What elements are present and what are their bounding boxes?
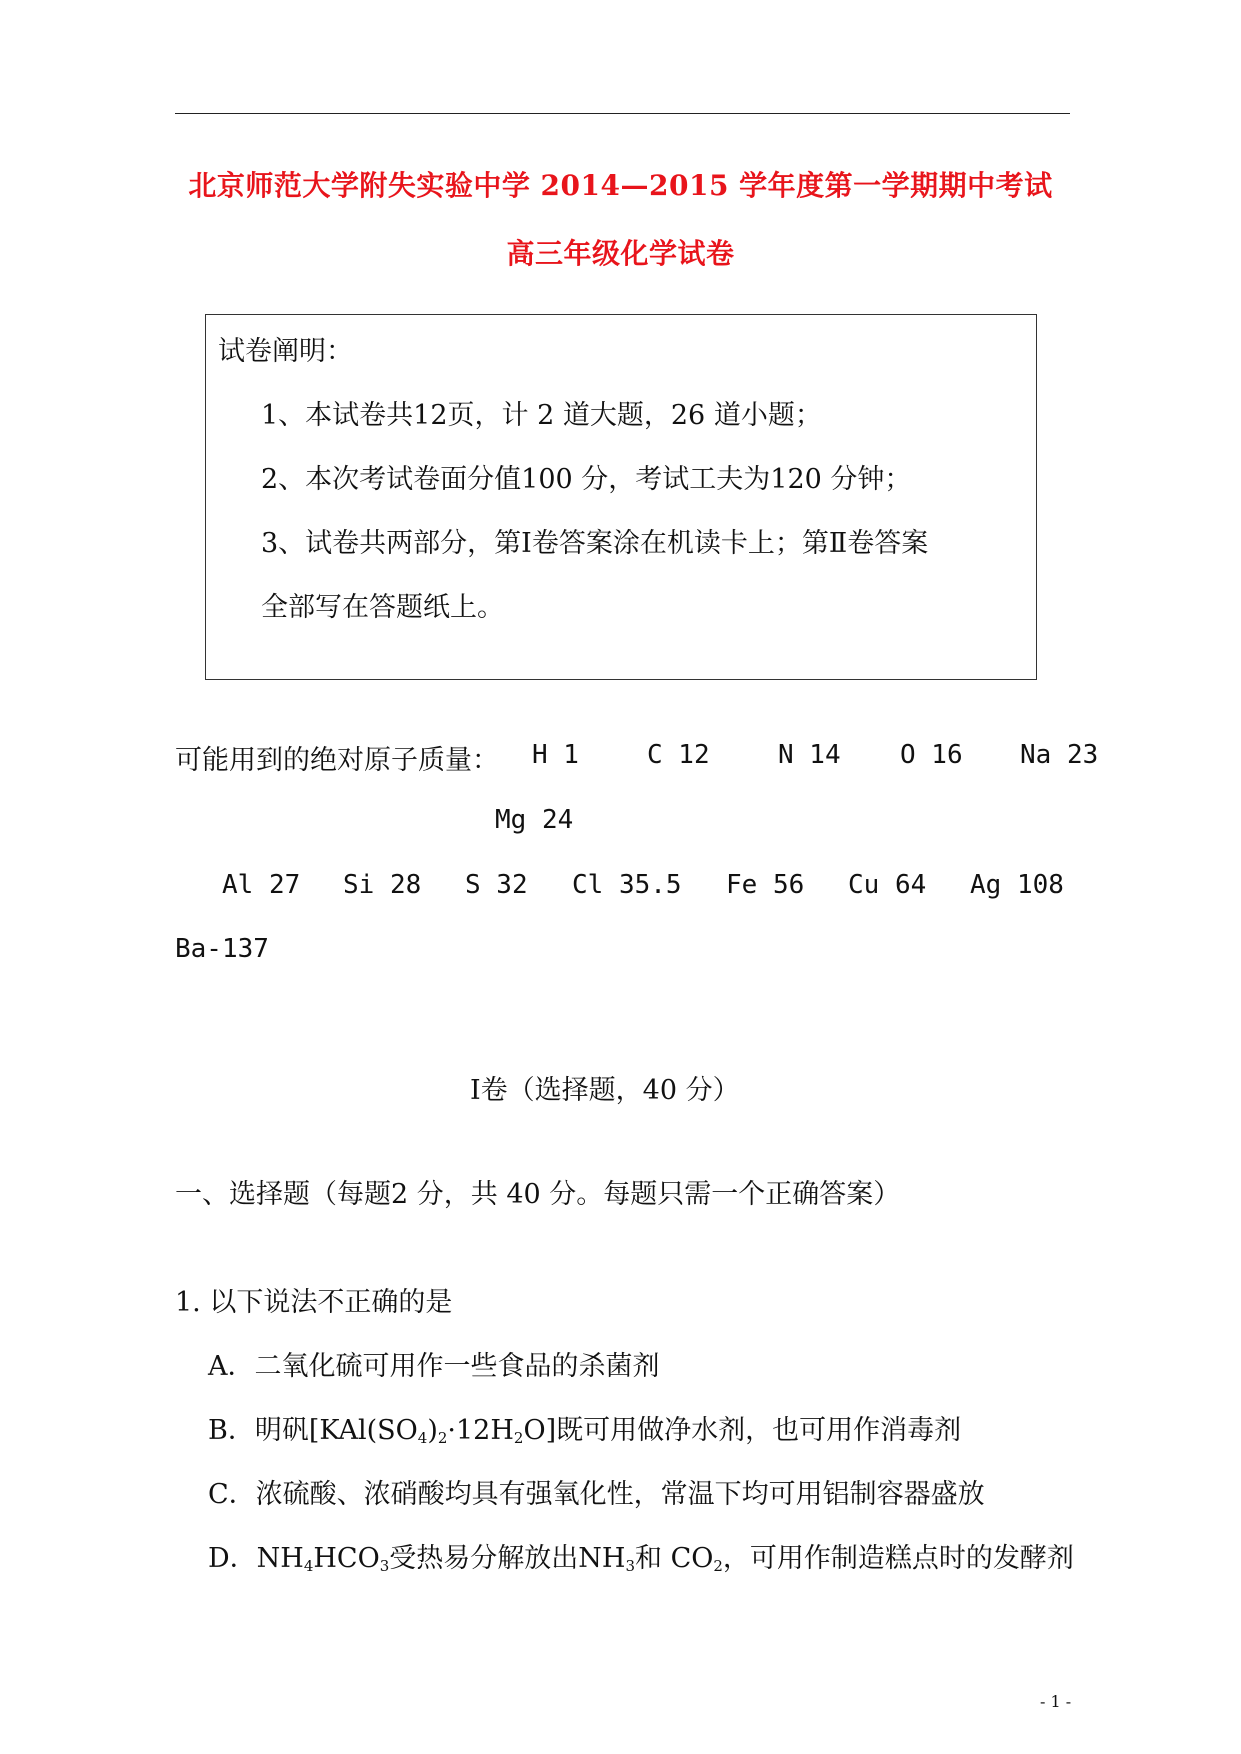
- instruction-item-1: 1、本试卷共12页，计 2 道大题，26 道小题；: [261, 400, 822, 431]
- atomic-mass-label: 可能用到的绝对原子质量：: [175, 745, 499, 776]
- mass-o: O 16: [900, 740, 963, 770]
- mass-si: Si 28: [343, 870, 422, 900]
- exam-title: 北京师范大学附失实验中学 2014—2015 学年度第一学期期中考试: [188, 169, 1053, 202]
- instructions-heading: 试卷阐明：: [218, 336, 353, 367]
- option-b: B．明矾$[KAl(SO_4)_2\cdot 12H_2O]$既可用做净水剂，也可用作消毒剂: [208, 1415, 962, 1447]
- mass-cu: Cu 64: [848, 870, 927, 900]
- instruction-item-3-cont: 全部写在答题纸上。: [261, 592, 504, 623]
- mass-cl: Cl 35.5: [572, 870, 682, 900]
- mass-n: N 14: [778, 740, 841, 770]
- instructions-box: [205, 314, 1037, 680]
- option-d: D．$NH_4HCO_3$受热易分解放出$NH_3$和 $CO_2$，可用作制造糕点时的发酵剂: [208, 1543, 1074, 1575]
- section-heading: 一、选择题（每题2 分，共 40 分。每题只需一个正确答案）: [175, 1179, 901, 1210]
- part-title: Ⅰ卷（选择题，40 分）: [470, 1075, 740, 1106]
- mass-h: H 1: [532, 740, 579, 770]
- mass-al: Al 27: [222, 870, 301, 900]
- mass-ba: Ba-137: [175, 934, 269, 964]
- mass-fe: Fe 56: [726, 870, 805, 900]
- header-rule: [175, 113, 1070, 114]
- option-a: A．二氧化硫可用作一些食品的杀菌剂: [208, 1351, 660, 1382]
- mass-c: C 12: [647, 740, 710, 770]
- question-stem: 1. 以下说法不正确的是: [175, 1287, 453, 1318]
- mass-mg: Mg 24: [495, 805, 574, 835]
- instruction-item-3: 3、试卷共两部分，第Ⅰ卷答案涂在机读卡上；第Ⅱ卷答案: [261, 528, 929, 559]
- mass-ag: Ag 108: [970, 870, 1064, 900]
- instruction-item-2: 2、本次考试卷面分值100 分，考试工夫为120 分钟；: [261, 464, 912, 495]
- page-number: - 1 -: [1040, 1692, 1072, 1711]
- option-c: C．浓硫酸、浓硝酸均具有强氧化性，常温下均可用铝制容器盛放: [208, 1479, 985, 1510]
- mass-s: S 32: [465, 870, 528, 900]
- exam-subtitle: 高三年级化学试卷: [506, 237, 735, 270]
- mass-na: Na 23: [1020, 740, 1099, 770]
